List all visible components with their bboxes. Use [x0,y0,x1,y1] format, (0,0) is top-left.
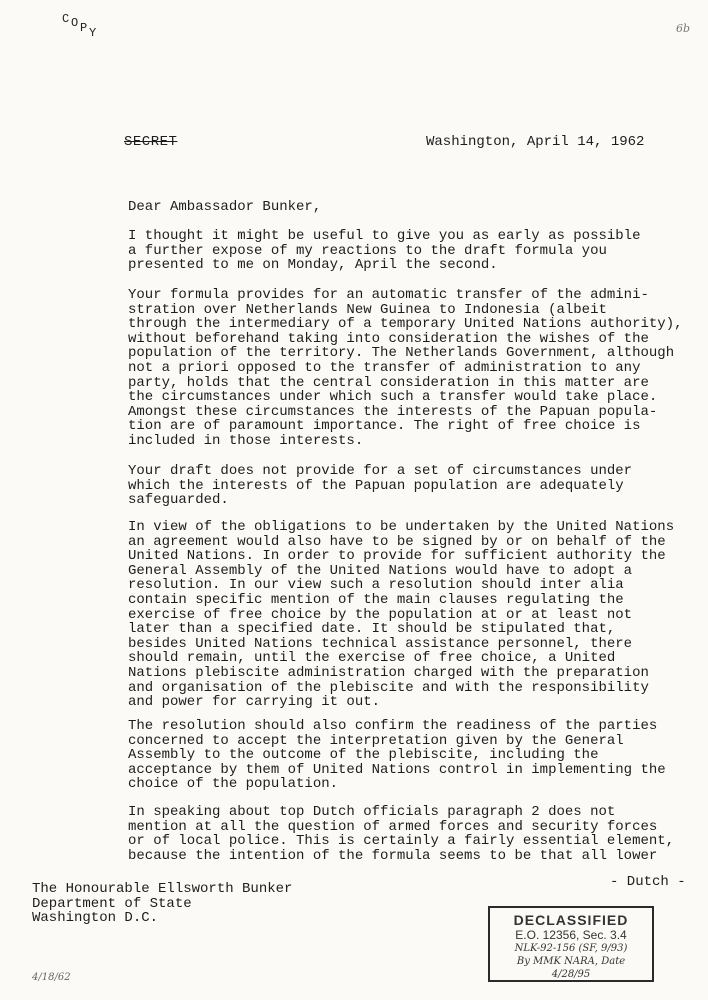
salutation: Dear Ambassador Bunker, [128,199,322,215]
addressee-line: The Honourable Ellsworth Bunker [32,881,293,897]
corner-note: 6b [676,22,691,35]
text-line: should remain, until the exercise of free choice, a United [128,650,616,667]
copy-letter: Y [89,26,97,40]
copy-letter: P [80,21,88,35]
text-line: and power for carrying it out. [128,694,381,711]
paragraph-1 [128,229,640,273]
text-line: party, holds that the central consideration in this matter are [128,374,649,391]
text-line: exercise of free choice by the population at or at least not [128,606,633,623]
text-line: the circumstances under which such a transfer would take place. [128,389,658,406]
declassified-stamp [488,906,654,982]
text-line: included in those interests. [128,432,364,449]
text-line: I thought it might be useful to give you as early as possible [128,228,641,244]
addressee-block [32,882,292,926]
text-line: tion are of paramount importance. The right of free choice is [128,418,641,435]
text-line: safeguarded. [128,492,229,509]
classification-marking: SECRET [124,134,178,150]
text-line: concerned to accept the interpretation given by the General [128,732,624,749]
text-line: choice of the population. [128,776,339,793]
text-line: Your formula provides for an automatic transfer of the admini- [128,287,649,303]
text-line: mention at all the question of armed forces and security forces [128,818,658,835]
text-line: an agreement would also have to be signed by or on behalf of the [128,533,666,550]
dateline: Washington, April 14, 1962 [426,134,645,150]
handwritten-date-note: 4/18/62 [32,972,71,983]
text-line: Nations plebiscite administration charged with the preparation [128,664,649,681]
stamp-title: DECLASSIFIED [513,912,629,928]
text-line: besides United Nations technical assistance personnel, there [128,635,633,652]
paragraph-4 [128,520,674,710]
addressee-line: Department of State [32,895,192,912]
text-line: resolution. In our view such a resolution should inter alia [128,577,624,594]
stamp-reviewer: By MMK NARA, Date 4/28/95 [516,956,626,980]
text-line: The resolution should also confirm the readiness of the parties [128,718,658,734]
text-line: through the intermediary of a temporary United Nations authority), [128,316,683,333]
text-line: and organisation of the plebiscite and with the responsibility [128,679,649,696]
paragraph-3 [128,464,632,508]
text-line: In view of the obligations to be undertaken by the United Nations [128,519,675,535]
text-line: or of local police. This is certainly a fairly essential element, [128,833,675,850]
text-line: acceptance by them of United Nations control in implementing the [128,761,666,778]
text-line: contain specific mention of the main clauses regulating the [128,591,624,608]
copy-letter: C [62,12,70,26]
text-line: General Assembly of the United Nations would have to adopt a [128,562,633,579]
text-line: stration over Netherlands New Guinea to Indonesia (albeit [128,301,607,318]
paragraph-2 [128,288,683,449]
text-line: because the intention of the formula seems to be that all lower [128,847,658,864]
text-line: Your draft does not provide for a set of circumstances under [128,463,633,479]
text-line: United Nations. In order to provide for sufficient authority the [128,548,666,565]
copy-letter: O [71,16,79,30]
text-line: population of the territory. The Netherlands Government, although [128,345,675,362]
text-line: presented to me on Monday, April the second. [128,257,498,274]
text-line: In speaking about top Dutch officials paragraph 2 does not [128,804,616,820]
text-line: not a priori opposed to the transfer of administration to any [128,359,641,376]
continuation-marker: - Dutch - [610,874,686,890]
text-line: which the interests of the Papuan population are adequately [128,477,624,494]
text-line: without beforehand taking into consideration the wishes of the [128,330,649,347]
paragraph-5 [128,719,666,792]
stamp-case-number: NLK-92-156 (SF, 9/93) [514,943,628,954]
text-line: a further expose of my reactions to the draft formula you [128,242,607,259]
stamp-authority: E.O. 12356, Sec. 3.4 [515,928,627,942]
text-line: Amongst these circumstances the interests of the Papuan popula- [128,403,658,420]
paragraph-6 [128,805,674,863]
addressee-line: Washington D.C. [32,910,159,927]
text-line: later than a specified date. It should be stipulated that, [128,621,616,638]
text-line: Assembly to the outcome of the plebiscite, including the [128,747,599,764]
